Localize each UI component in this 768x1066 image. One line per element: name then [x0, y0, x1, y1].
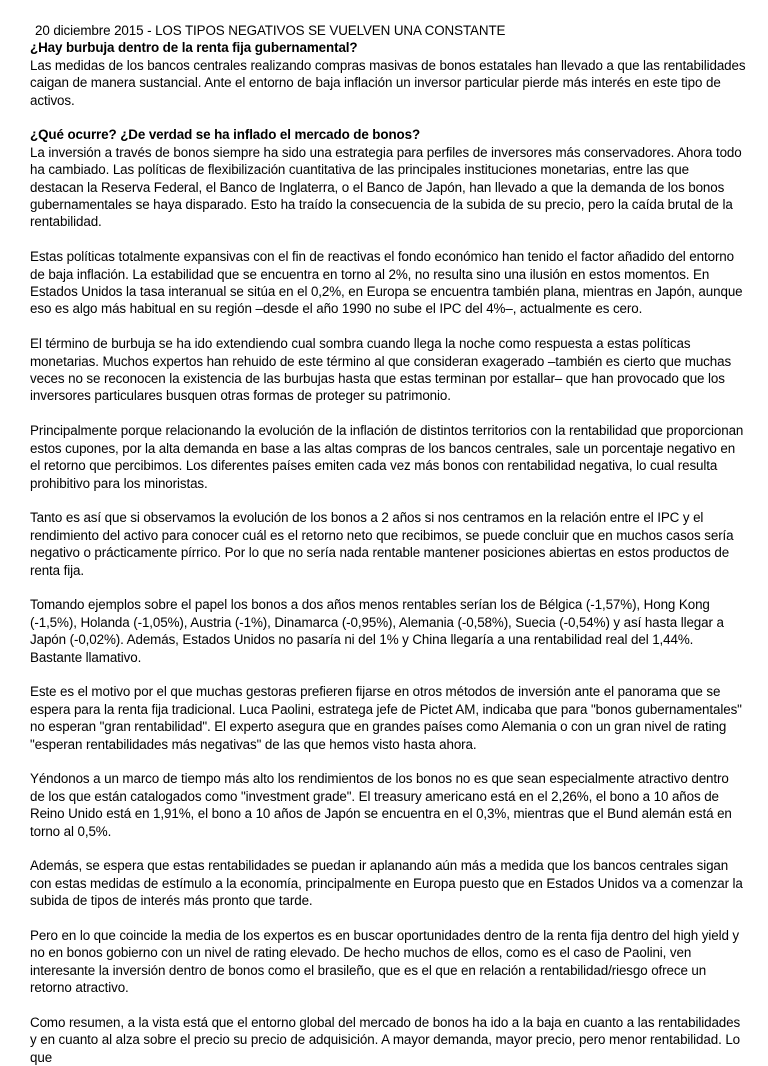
body-paragraph: Pero en lo que coincide la media de los expertos es en buscar oportunidades dentro de la renta fija dentro del high yield y no en bonos gobierno con un nivel de rating elevado. De hecho muchos de ellos, como es el caso de Paolini, ven interesante la inversión dentro de bonos como el brasileño, que es el que en relación a rentabilidad/riesgo ofrece un retorno atractivo.	[30, 927, 740, 996]
body-paragraph: Además, se espera que estas rentabilidades se puedan ir aplanando aún más a medida que los bancos centrales sigan con estas medidas de estímulo a la economía, principalmente en Europa puesto que en Estados Unidos va a comenzar la subida de tipos de interés más pronto que tarde.	[30, 858, 743, 909]
body-paragraph: La inversión a través de bonos siempre ha sido una estrategia para perfiles de inversores más conservadores. Ahora todo ha cambiado. Las políticas de flexibilización cuantitativa de las principales instituciones monetarias, entre las que destacan la Reserva Federal, el Banco de Inglaterra, o el Banco de Japón, han llevado a que la demanda de los bonos gubernamentales se haya disparado. Esto ha traído la consecuencia de la subida de su precio, pero la caída brutal de la rentabilidad.	[30, 144, 742, 230]
article	[30, 22, 746, 1066]
body-paragraph: El término de burbuja se ha ido extendiendo cual sombra cuando llega la noche como respuesta a estas políticas monetarias. Muchos expertos han rehuido de este término al que consideran exagerado –también es cierto que muchas veces no se reconocen la existencia de las burbujas hasta que estas terminan por estallar– que han provocado que los inversores particulares busquen otras formas de proteger su patrimonio.	[30, 336, 732, 404]
body-paragraph: Tanto es así que si observamos la evolución de los bonos a 2 años si nos centramos en la relación entre el IPC y el rendimiento del activo para conocer cuál es el retorno neto que recibimos, se puede concluir que en muchos casos sería negativo o prácticamente pírrico. Por lo que no sería nada rentable mantener posiciones abiertas en estos productos de renta fija.	[30, 510, 734, 578]
body-paragraph: Este es el motivo por el que muchas gestoras prefieren fijarse en otros métodos de inversión ante el panorama que se espera para la renta fija tradicional. Luca Paolini, estratega jefe de Pictet AM, indicaba que para "bonos gubernamentales" no esperan "gran rentabilidad". El experto asegura que en grandes países como Alemania o con un gran nivel de rating "esperan rentabilidades más negativas" de las que hemos visto hasta ahora.	[30, 684, 742, 752]
intro-paragraph: Las medidas de los bancos centrales realizando compras masivas de bonos estatales han llevado a que las rentabilidades caigan de manera sustancial. Ante el entorno de baja inflación un inversor particular pierde más interés en este tipo de activos.	[30, 57, 746, 108]
body-paragraph: Estas políticas totalmente expansivas con el fin de reactivas el fondo económico han tenido el factor añadido del entorno de baja inflación. La estabilidad que se encuentra en torno al 2%, no resulta sino una ilusión en estos momentos. En Estados Unidos la tasa interanual se sitúa en el 0,2%, en Europa se encuentra también plana, mientras en Japón, aunque eso es algo más habitual en su región –desde el año 1990 no sube el IPC del 4%–, actualmente es cero.	[30, 249, 743, 317]
body-paragraph: Como resumen, a la vista está que el entorno global del mercado de bonos ha ido a la baja en cuanto a las rentabilidades y en cuanto al alza sobre el precio su precio de adquisición. A mayor demanda, mayor precio, pero menor rentabilidad. Lo que	[30, 1014, 741, 1065]
body-paragraph: Principalmente porque relacionando la evolución de la inflación de distintos territorios con la rentabilidad que proporcionan estos cupones, por la alta demanda en base a las altas compras de los bancos centrales, sale un porcentaje negativo en el retorno que percibimos. Los diferentes países emiten cada vez más bonos con rentabilidad negativa, lo cual resulta prohibitivo para los minoristas.	[30, 423, 744, 491]
heading-bubble: ¿Hay burbuja dentro de la renta fija gubernamental?	[30, 40, 358, 56]
body-paragraph: Tomando ejemplos sobre el papel los bonos a dos años menos rentables serían los de Bélgica (-1,57%), Hong Kong (-1,5%), Holanda (-1,05%), Austria (-1%), Dinamarca (-0,95%), Alemania (-0,58%), Suecia (-0,54%) y así hasta llegar a Japón (-0,02%). Además, Estados Unidos no pasaría ni del 1% y China llegaría a una rentabilidad real del 1,44%. Bastante llamativo.	[30, 597, 724, 665]
body-paragraph: Yéndonos a un marco de tiempo más alto los rendimientos de los bonos no es que sean especialmente atractivo dentro de los que están catalogados como "investment grade". El treasury americano está en el 2,26%, el bono a 10 años de Reino Unido está en 1,91%, el bono a 10 años de Japón se encuentra en el 0,3%, mientras que el Bund alemán está en torno al 0,5%.	[30, 771, 732, 839]
article-dateline: 20 diciembre 2015 - LOS TIPOS NEGATIVOS SE VUELVEN UNA CONSTANTE	[35, 23, 506, 38]
heading-what-happens: ¿Qué ocurre? ¿De verdad se ha inflado el mercado de bonos?	[30, 127, 421, 143]
